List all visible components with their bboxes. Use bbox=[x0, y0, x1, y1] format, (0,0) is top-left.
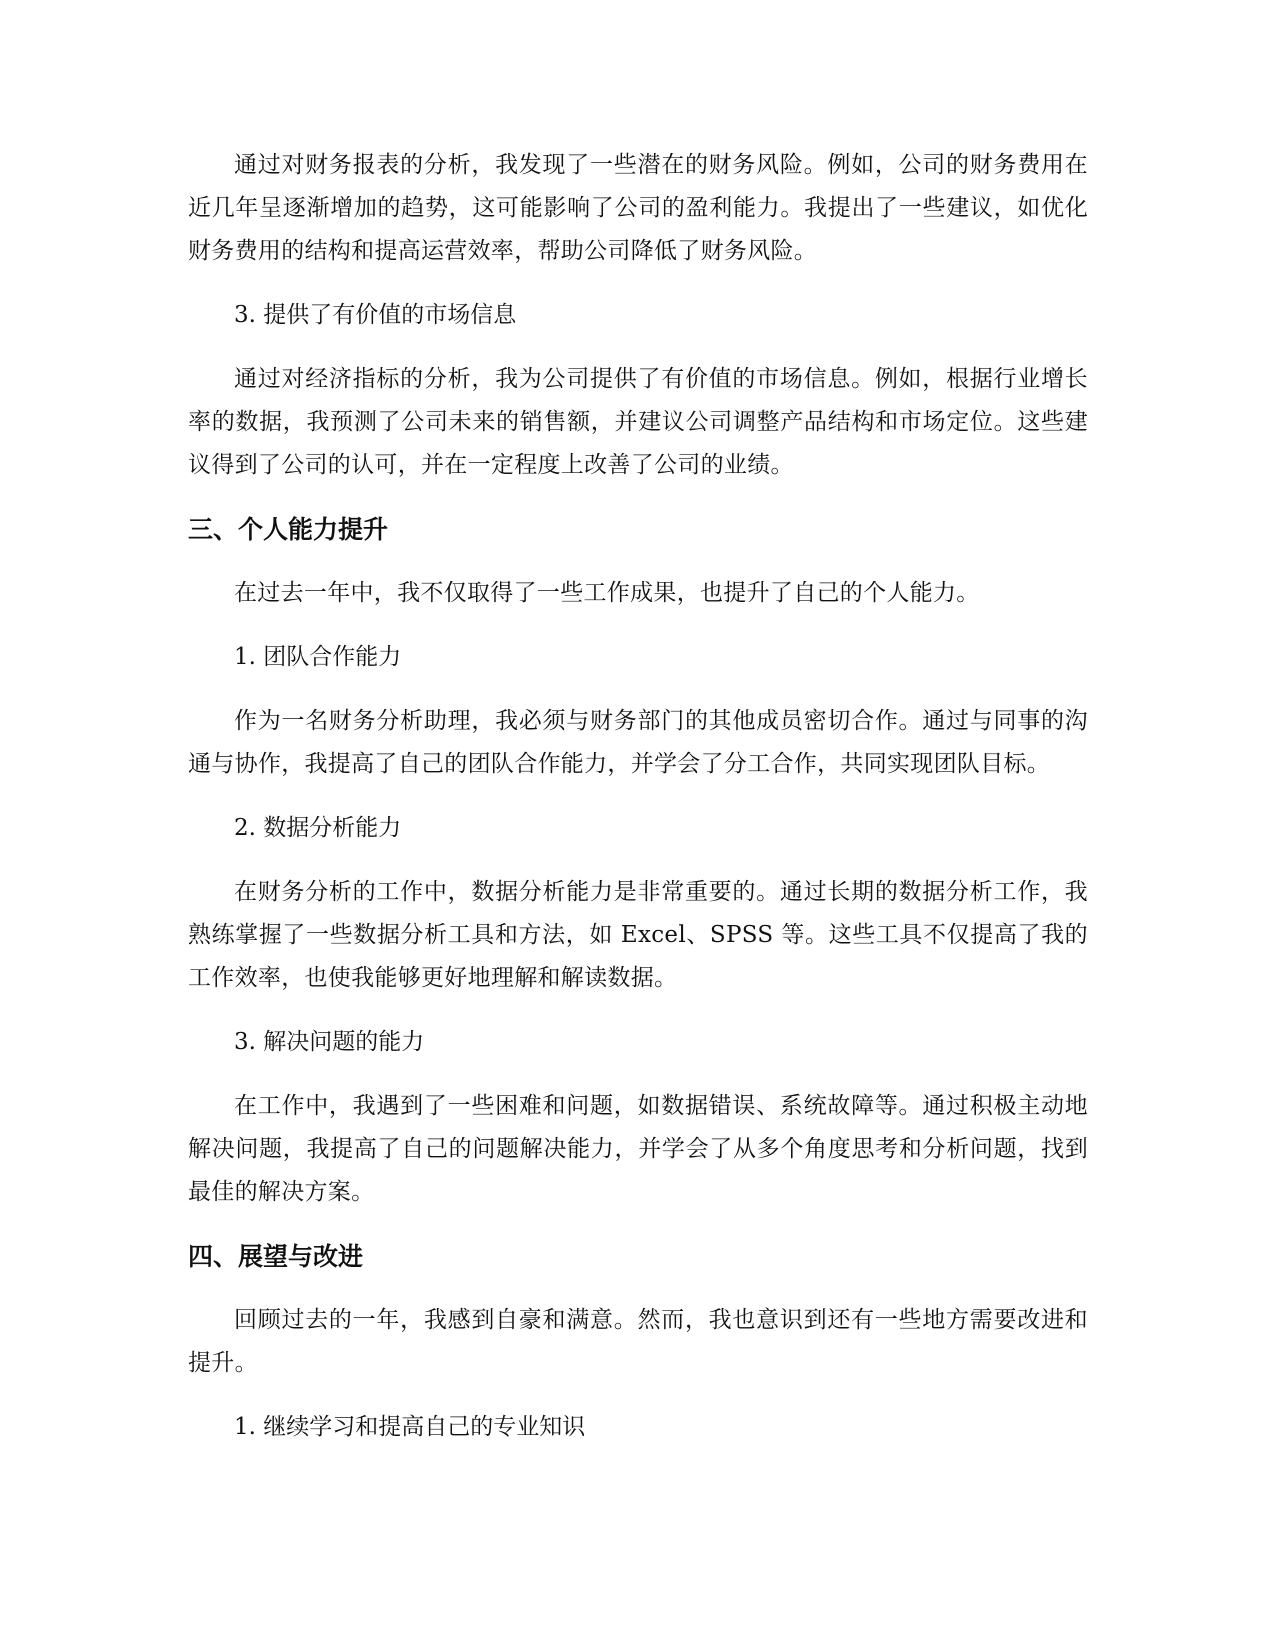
list-item-problem-solving: 3. 解决问题的能力 bbox=[234, 1029, 425, 1055]
section-heading-outlook: 四、展望与改进 bbox=[188, 1242, 364, 1271]
list-item-market-info: 3. 提供了有价值的市场信息 bbox=[234, 302, 517, 328]
paragraph-ability-intro: 在过去一年中，我不仅取得了一些工作成果，也提升了自己的个人能力。 bbox=[234, 580, 980, 606]
list-item-teamwork: 1. 团队合作能力 bbox=[234, 644, 402, 670]
document-body bbox=[188, 144, 1088, 1470]
paragraph-teamwork: 作为一名财务分析助理，我必须与财务部门的其他成员密切合作。通过与同事的沟通与协作，我提高了自己的团队合作能力，并学会了分工合作，共同实现团队目标。 bbox=[188, 708, 1088, 777]
paragraph-problem-solving: 在工作中，我遇到了一些困难和问题，如数据错误、系统故障等。通过积极主动地解决问题，我提高了自己的问题解决能力，并学会了从多个角度思考和分析问题，找到最佳的解决方案。 bbox=[188, 1093, 1088, 1205]
list-item-data-analysis: 2. 数据分析能力 bbox=[234, 815, 402, 841]
paragraph-financial-risk: 通过对财务报表的分析，我发现了一些潜在的财务风险。例如，公司的财务费用在近几年呈逐渐增加的趋势，这可能影响了公司的盈利能力。我提出了一些建议，如优化财务费用的结构和提高运营效率，帮助公司降低了财务风险。 bbox=[188, 152, 1088, 264]
section-heading-ability: 三、个人能力提升 bbox=[188, 515, 389, 544]
paragraph-market-info: 通过对经济指标的分析，我为公司提供了有价值的市场信息。例如，根据行业增长率的数据，我预测了公司未来的销售额，并建议公司调整产品结构和市场定位。这些建议得到了公司的认可，并在一定程度上改善了公司的业绩。 bbox=[188, 366, 1088, 478]
paragraph-outlook: 回顾过去的一年，我感到自豪和满意。然而，我也意识到还有一些地方需要改进和提升。 bbox=[188, 1307, 1088, 1376]
list-item-continue-learning: 1. 继续学习和提高自己的专业知识 bbox=[234, 1414, 586, 1440]
paragraph-data-analysis: 在财务分析的工作中，数据分析能力是非常重要的。通过长期的数据分析工作，我熟练掌握了一些数据分析工具和方法，如 Excel、SPSS 等。这些工具不仅提高了我的工作效率，也使我能够更好地理解和解读数据。 bbox=[188, 879, 1088, 991]
